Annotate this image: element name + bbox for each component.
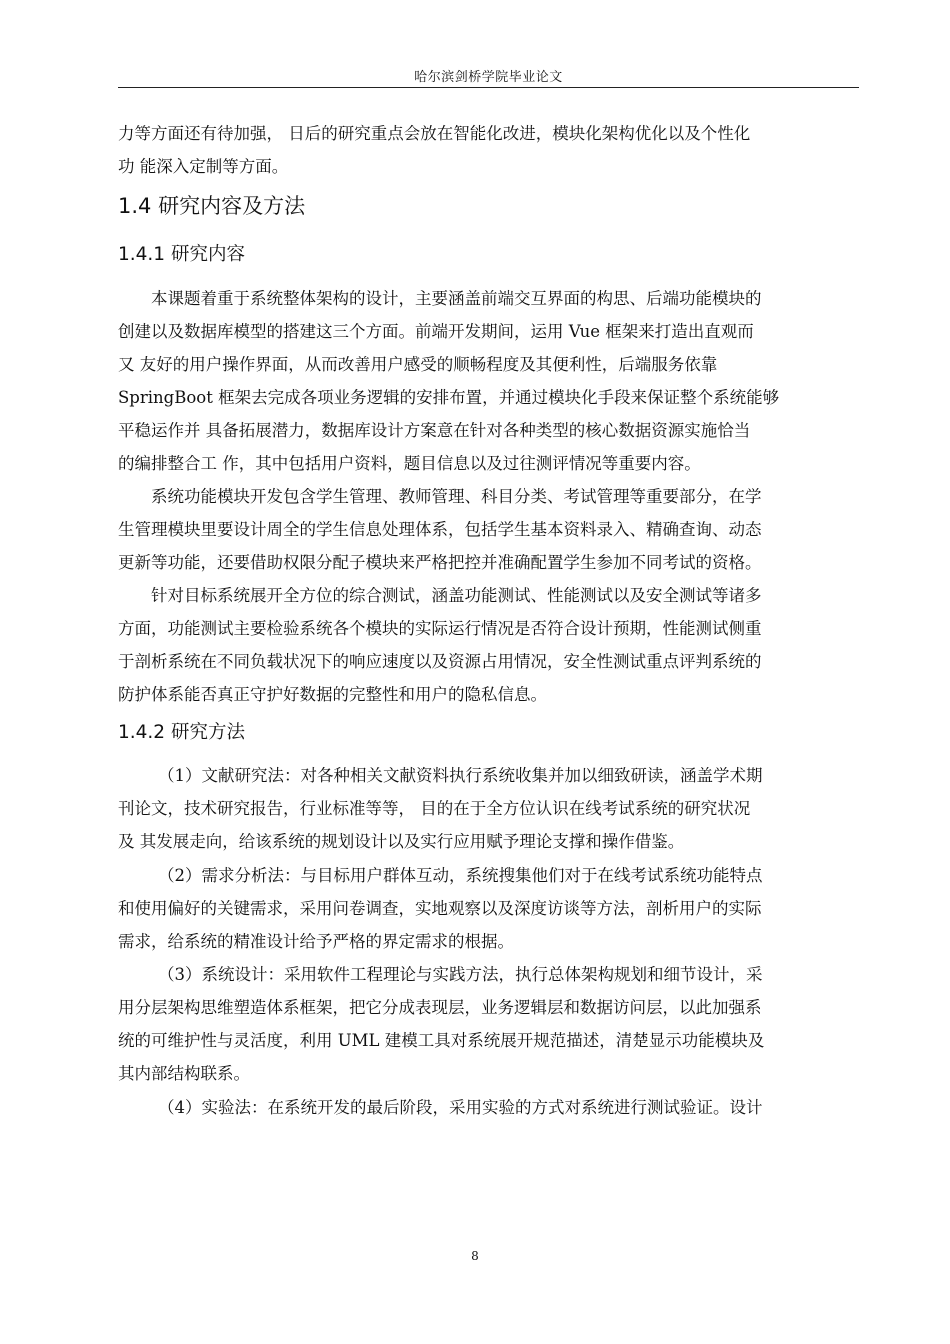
text-line: 力等方面还有待加强， 日后的研究重点会放在智能化改进，模块化架构优化以及个性化 — [118, 124, 751, 143]
page-number: 8 — [471, 1249, 479, 1263]
text-line: （1）文献研究法：对各种相关文献资料执行系统收集并加以细致研读，涵盖学术期 — [158, 766, 763, 785]
text-line: 于剖析系统在不同负载状况下的响应速度以及资源占用情况，安全性测试重点评判系统的 — [118, 652, 762, 671]
method-4 — [118, 1091, 859, 1124]
text-line: 更新等功能，还要借助权限分配子模块来严格把控并准确配置学生参加不同考试的资格。 — [118, 553, 762, 572]
text-line: （2）需求分析法：与目标用户群体互动，系统搜集他们对于在线考试系统功能特点 — [158, 866, 763, 885]
text-line: SpringBoot 框架去完成各项业务逻辑的安排布置，并通过模块化手段来保证整个系统能够 — [118, 388, 780, 407]
header-rule — [118, 87, 859, 88]
text-line: 又 友好的用户操作界面，从而改善用户感受的顺畅程度及其便利性，后端服务依靠 — [118, 355, 718, 374]
method-3 — [118, 958, 859, 1090]
text-line: 生管理模块里要设计周全的学生信息处理体系，包括学生基本资料录入、精确查询、动态 — [118, 520, 762, 539]
text-line: 统的可维护性与灵活度，利用 UML 建模工具对系统展开规范描述，清楚显示功能模块及 — [118, 1031, 765, 1050]
section-heading: 1.4 研究内容及方法 — [118, 194, 306, 218]
text-line: 创建以及数据库模型的搭建这三个方面。前端开发期间，运用 Vue 框架来打造出直观而 — [118, 322, 754, 341]
text-line: 方面，功能测试主要检验系统各个模块的实际运行情况是否符合设计预期，性能测试侧重 — [118, 619, 762, 638]
running-header: 哈尔滨剑桥学院毕业论文 — [414, 70, 563, 85]
intro-paragraph — [118, 117, 859, 183]
paragraph-1 — [118, 282, 859, 480]
text-line: 系统功能模块开发包含学生管理、教师管理、科目分类、考试管理等重要部分，在学 — [151, 487, 762, 506]
paragraph-2 — [118, 480, 859, 579]
text-line: 用分层架构思维塑造体系框架，把它分成表现层，业务逻辑层和数据访问层，以此加强系 — [118, 998, 762, 1017]
text-line: 其内部结构联系。 — [118, 1064, 250, 1083]
text-line: 和使用偏好的关键需求，采用问卷调查，实地观察以及深度访谈等方法，剖析用户的实际 — [118, 899, 762, 918]
text-line: 的编排整合工 作，其中包括用户资料，题目信息以及过往测评情况等重要内容。 — [118, 454, 701, 473]
paragraph-3 — [118, 579, 859, 711]
subsection-heading-content: 1.4.1 研究内容 — [118, 244, 245, 265]
text-line: （4）实验法：在系统开发的最后阶段，采用实验的方式对系统进行测试验证。设计 — [158, 1098, 763, 1117]
text-line: 防护体系能否真正守护好数据的完整性和用户的隐私信息。 — [118, 685, 547, 704]
text-line: 针对目标系统展开全方位的综合测试，涵盖功能测试、性能测试以及安全测试等诸多 — [151, 586, 762, 605]
text-line: 功 能深入定制等方面。 — [118, 157, 289, 176]
method-1 — [118, 759, 859, 858]
text-line: 需求，给系统的精准设计给予严格的界定需求的根据。 — [118, 932, 514, 951]
text-line: （3）系统设计：采用软件工程理论与实践方法，执行总体架构规划和细节设计，采 — [158, 965, 763, 984]
text-line: 及 其发展走向，给该系统的规划设计以及实行应用赋予理论支撑和操作借鉴。 — [118, 832, 685, 851]
text-line: 本课题着重于系统整体架构的设计，主要涵盖前端交互界面的构思、后端功能模块的 — [151, 289, 762, 308]
text-line: 平稳运作并 具备拓展潜力，数据库设计方案意在针对各种类型的核心数据资源实施恰当 — [118, 421, 751, 440]
method-2 — [118, 859, 859, 958]
text-line: 刊论文，技术研究报告，行业标准等等， 目的在于全方位认识在线考试系统的研究状况 — [118, 799, 751, 818]
subsection-heading-methods: 1.4.2 研究方法 — [118, 722, 245, 743]
